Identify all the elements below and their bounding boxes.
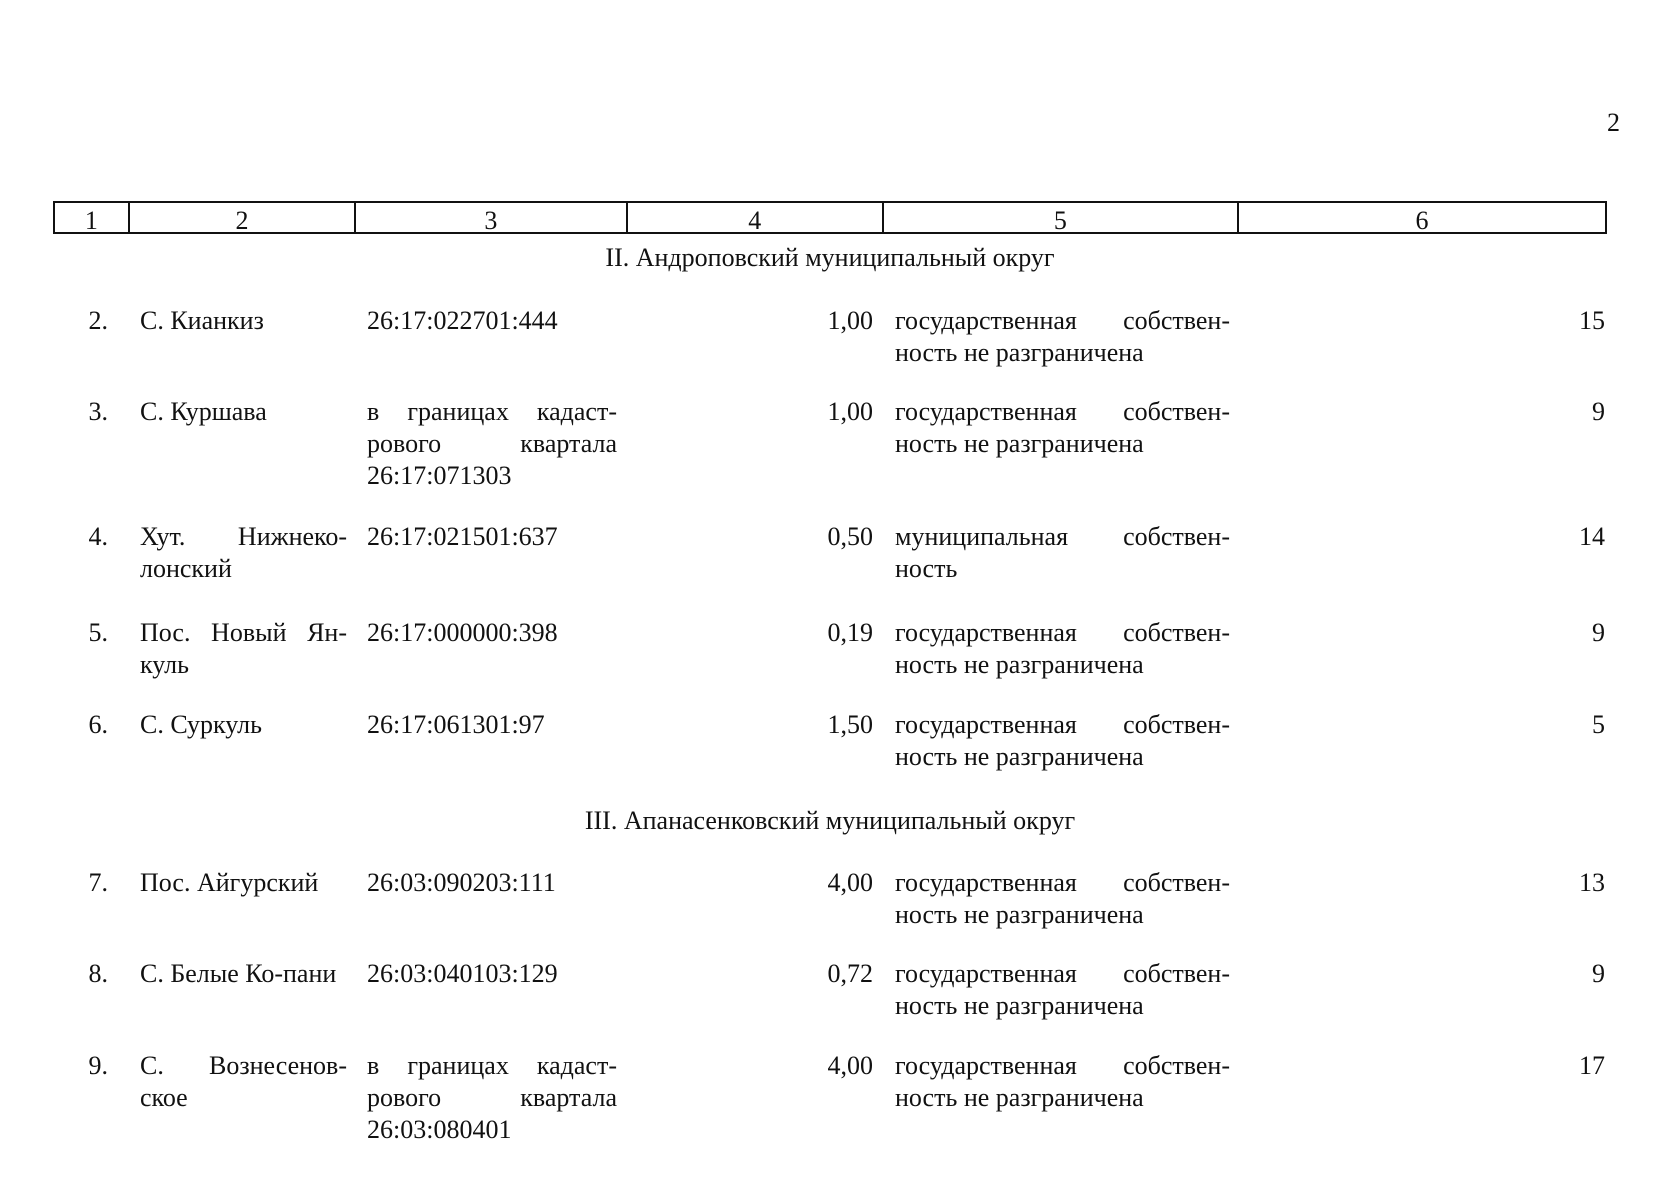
row-number: 7.	[88, 868, 108, 897]
header-col-6: 6	[1415, 206, 1429, 235]
page-number: 2	[1607, 108, 1620, 137]
distance-value: 9	[1592, 397, 1605, 426]
distance-value: 9	[1592, 618, 1605, 647]
distance-value: 13	[1579, 868, 1605, 897]
ownership-form: муниципальная собствен-ность	[895, 522, 1230, 583]
ownership-form: государственная собствен-ность не разграничена	[895, 868, 1230, 929]
header-col-1: 1	[55, 203, 130, 232]
row-number: 8.	[88, 959, 108, 988]
cadastral-number: в границах кадаст-рового квартала 26:03:080401	[367, 1051, 617, 1144]
ownership-form: государственная собствен-ность не разграничена	[895, 1051, 1230, 1112]
area-value: 0,50	[827, 522, 873, 551]
distance-value: 15	[1579, 306, 1605, 335]
row-number: 5.	[88, 618, 108, 647]
settlement-name: С. Куршава	[140, 397, 267, 426]
area-value: 1,00	[827, 397, 873, 426]
ownership-form: государственная собствен-ность не разграничена	[895, 959, 1230, 1020]
settlement-name: Пос. Айгурский	[140, 868, 319, 897]
settlement-name: С. Кианкиз	[140, 306, 264, 335]
cadastral-number: 26:17:022701:444	[367, 306, 558, 335]
settlement-name: С. Белые Ко-пани	[140, 959, 337, 988]
settlement-name: Хут. Нижнеко-лонский	[140, 522, 347, 583]
area-value: 0,19	[827, 618, 873, 647]
section-title: II. Андроповский муниципальный округ	[605, 243, 1055, 272]
row-number: 4.	[88, 522, 108, 551]
table-header	[53, 201, 1607, 234]
row-number: 3.	[88, 397, 108, 426]
header-col-3: 3	[356, 203, 627, 232]
cadastral-number: в границах кадаст-рового квартала 26:17:071303	[367, 397, 617, 490]
cadastral-number: 26:03:040103:129	[367, 959, 558, 988]
row-number: 6.	[88, 710, 108, 739]
ownership-form: государственная собствен-ность не разграничена	[895, 397, 1230, 458]
area-value: 4,00	[827, 1051, 873, 1080]
distance-value: 17	[1579, 1051, 1605, 1080]
area-value: 0,72	[827, 959, 873, 988]
distance-value: 14	[1579, 522, 1605, 551]
area-value: 1,50	[827, 710, 873, 739]
row-number: 9.	[88, 1051, 108, 1080]
settlement-name: Пос. Новый Ян-куль	[140, 618, 347, 679]
header-col-4: 4	[628, 203, 884, 232]
header-col-2: 2	[130, 203, 356, 232]
area-value: 4,00	[827, 868, 873, 897]
distance-value: 9	[1592, 959, 1605, 988]
cadastral-number: 26:17:021501:637	[367, 522, 558, 551]
table-row	[0, 396, 1673, 516]
ownership-form: государственная собствен-ность не разграничена	[895, 306, 1230, 367]
table-row	[0, 1050, 1673, 1170]
settlement-name: С. Вознесенов-ское	[140, 1051, 347, 1112]
header-col-5: 5	[884, 203, 1239, 232]
cadastral-number: 26:03:090203:111	[367, 868, 556, 897]
ownership-form: государственная собствен-ность не разграничена	[895, 710, 1230, 771]
settlement-name: С. Суркуль	[140, 710, 262, 739]
cadastral-number: 26:17:000000:398	[367, 618, 558, 647]
ownership-form: государственная собствен-ность не разграничена	[895, 618, 1230, 679]
section-title: III. Апанасенковский муниципальный округ	[584, 806, 1076, 835]
cadastral-number: 26:17:061301:97	[367, 710, 545, 739]
row-number: 2.	[88, 306, 108, 335]
distance-value: 5	[1592, 710, 1605, 739]
area-value: 1,00	[827, 306, 873, 335]
